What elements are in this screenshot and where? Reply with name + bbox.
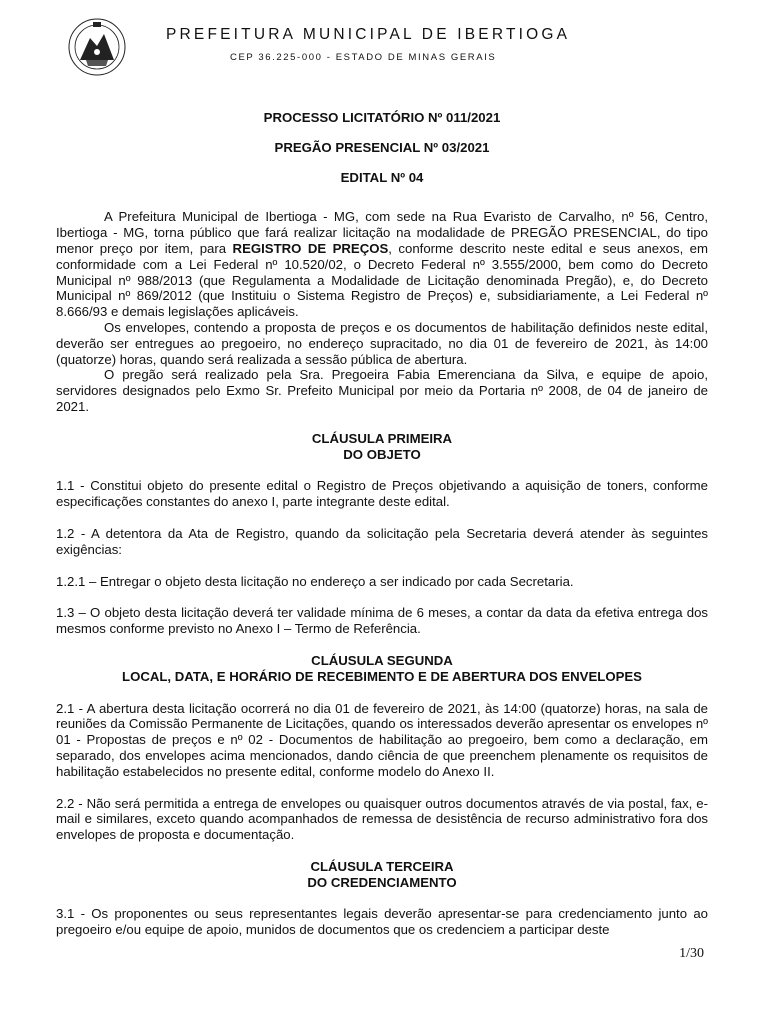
intro-paragraph-2: Os envelopes, contendo a proposta de preços e os documentos de habilitação definidos neste edital, deverão ser entregues ao pregoeiro, no endereço supracitado, no dia 01 de fevereiro de 2021, às 14:00 (quatorze) horas, quando será realizada a sessão pública de abertura. bbox=[56, 319, 708, 367]
letterhead bbox=[66, 16, 756, 78]
clause-1-title: CLÁUSULA PRIMEIRA bbox=[311, 430, 453, 446]
intro-paragraph-1: A Prefeitura Municipal de Ibertioga - MG, com sede na Rua Evaristo de Carvalho, nº 56, Centro, Ibertioga - MG, torna público que fará realizar licitação na modalidade de PREGÃO PRESENCIAL, do tipo menor preço por item, para REGISTRO DE PREÇOS, conforme descrito neste edital e seus anexos, em conformidade com a Lei Federal nº 10.520/02, o Decreto Federal nº 3.555/2000, bem como do Decreto Municipal nº 988/2013 (que Regulamenta a Modalidade de Licitação denominada Pregão), e, do Decreto Municipal nº 869/2012 (que Instituiu o Sistema Registro de Preços) e, subsidiariamente, a Lei Federal nº 8.666/93 e demais legislações aplicáveis. bbox=[56, 209, 709, 320]
page-number: 1/30 bbox=[679, 946, 704, 961]
pregao-title: PREGÃO PRESENCIAL Nº 03/2021 bbox=[274, 139, 490, 155]
registro-precos-bold: REGISTRO DE PREÇOS bbox=[232, 240, 389, 256]
clause-2-subtitle: LOCAL, DATA, E HORÁRIO DE RECEBIMENTO E DE ABERTURA DOS ENVELOPES bbox=[122, 668, 642, 684]
processo-title: PROCESSO LICITATÓRIO Nº 011/2021 bbox=[263, 110, 501, 125]
edital-title: EDITAL Nº 04 bbox=[340, 169, 424, 185]
item-1-3: 1.3 – O objeto desta licitação deverá ter validade mínima de 6 meses, a contar da data da efetiva entrega dos mesmos conforme previsto no Anexo I – Termo de Referência. bbox=[56, 605, 708, 637]
item-3-1: 3.1 - Os proponentes ou seus representantes legais deverão apresentar-se para credenciamento junto ao pregoeiro e/ou equipe de apoio, munidos de documentos que os credenciem a participar deste bbox=[56, 906, 708, 938]
municipality-subtitle: CEP 36.225-000 - ESTADO DE MINAS GERAIS bbox=[230, 52, 497, 63]
item-1-2-1: 1.2.1 – Entregar o objeto desta licitação no endereço a ser indicado por cada Secretaria. bbox=[56, 573, 574, 589]
municipality-title: PREFEITURA MUNICIPAL DE IBERTIOGA bbox=[166, 26, 571, 43]
item-1-2: 1.2 - A detentora da Ata de Registro, quando da solicitação pela Secretaria deverá atender às seguintes exigências: bbox=[56, 525, 708, 557]
item-1-1: 1.1 - Constitui objeto do presente edital o Registro de Preços objetivando a aquisição de toners, conforme especificações constantes do anexo I, parte integrante deste edital. bbox=[56, 478, 708, 510]
municipal-seal-icon bbox=[66, 16, 128, 78]
item-2-1: 2.1 - A abertura desta licitação ocorrerá no dia 01 de fevereiro de 2021, às 14:00 (quatorze) horas, na sala de reuniões da Comissão Permanente de Licitações, quando os interessados deverão apresentar os envelopes nº 01 - Propostas de preços e nº 02 - Documentos de habilitação ao pregoeiro, bem como a declaração, em separado, dos envelopes acima mencionados, dando ciência de que preenchem plenamente os requisitos de habilitação estabelecidos no presente edital, conforme modelo do Anexo II. bbox=[56, 700, 708, 779]
item-2-2: 2.2 - Não será permitida a entrega de envelopes ou quaisquer outros documentos através de via postal, fax, e-mail e similares, exceto quando acompanhados de remessa de desistência de recurso administrativo fora dos envelopes de proposta e documentação. bbox=[56, 795, 708, 843]
clause-3-title: CLÁUSULA TERCEIRA bbox=[310, 858, 454, 874]
clause-2-title: CLÁUSULA SEGUNDA bbox=[311, 652, 453, 668]
clause-3-subtitle: DO CREDENCIAMENTO bbox=[307, 874, 457, 890]
document-body bbox=[56, 110, 708, 938]
clause-1-subtitle: DO OBJETO bbox=[343, 446, 421, 462]
intro-paragraph-3: O pregão será realizado pela Sra. Pregoeira Fabia Emerenciana da Silva, e equipe de apoio, servidores designados pelo Exmo Sr. Prefeito Municipal por meio da Portaria nº 2008, de 04 de janeiro de 2021. bbox=[56, 367, 708, 414]
